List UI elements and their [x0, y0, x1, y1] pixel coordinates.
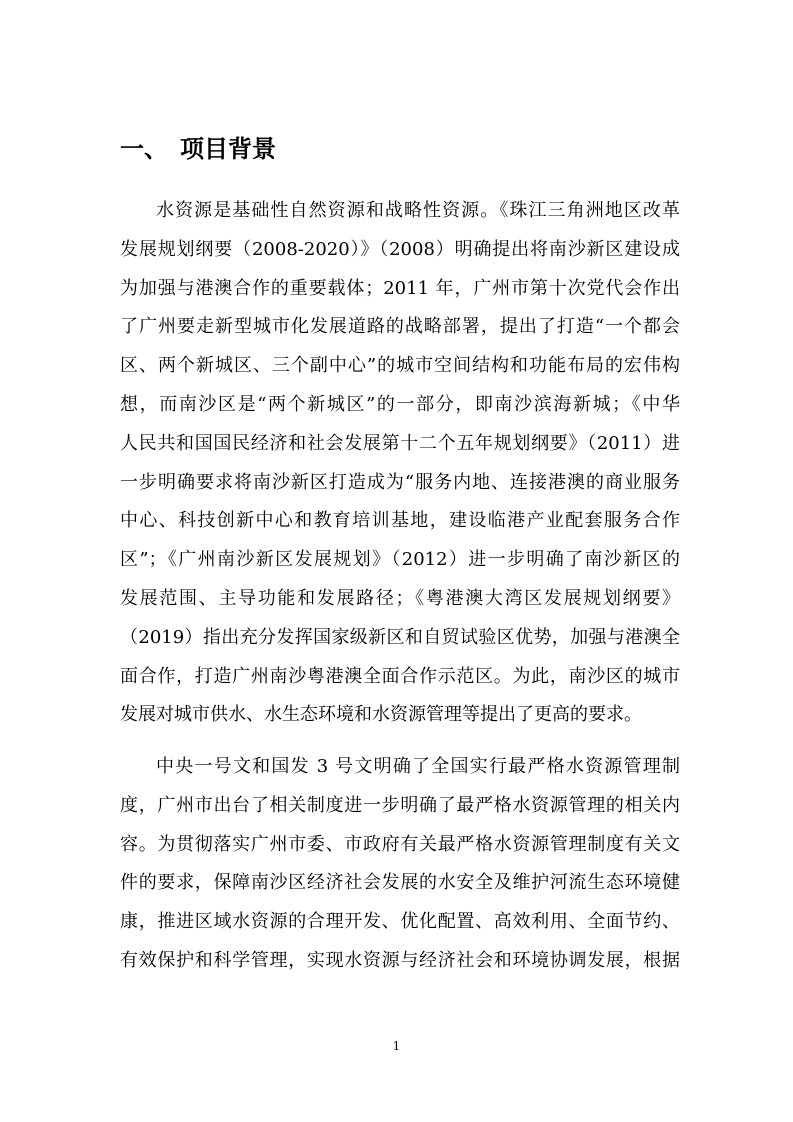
- section-number: 一、: [120, 135, 168, 163]
- paragraph-line: 区”；《广州南沙新区发展规划》（2012）进一步明确了南沙新区的: [120, 549, 680, 571]
- paragraph-line: 水资源是基础性自然资源和战略性资源。《珠江三角洲地区改革: [156, 200, 680, 221]
- body-paragraph-2: [120, 748, 680, 981]
- paragraph-line: 想，而南沙区是“两个新城区”的一部分，即南沙滨海新城；《中华: [120, 393, 680, 415]
- paragraph-line: 有效保护和科学管理，实现水资源与经济社会和环境协调发展，根据: [120, 949, 680, 971]
- section-heading: [120, 131, 276, 167]
- paragraph-line: （2019）指出充分发挥国家级新区和自贸试验区优势，加强与港澳全: [120, 626, 680, 648]
- paragraph-line: 中心、科技创新中心和教育培训基地，建设临港产业配套服务合作: [120, 510, 680, 532]
- paragraph-line: 容。为贯彻落实广州市委、市政府有关最严格水资源管理制度有关文: [120, 833, 680, 855]
- body-paragraph-1: [120, 192, 680, 735]
- paragraph-line: 发展对城市供水、水生态环境和水资源管理等提出了更高的要求。: [120, 704, 642, 726]
- paragraph-line: 发展规划纲要（2008-2020）》（2008）明确提出将南沙新区建设成: [120, 238, 680, 260]
- paragraph-line: 区、两个新城区、三个副中心”的城市空间结构和功能布局的宏伟构: [120, 355, 680, 377]
- paragraph-line: 一步明确要求将南沙新区打造成为“服务内地、连接港澳的商业服务: [120, 471, 680, 493]
- paragraph-line: 中央一号文和国发 3 号文明确了全国实行最严格水资源管理制: [156, 756, 680, 777]
- paragraph-line: 发展范围、主导功能和发展路径；《粤港澳大湾区发展规划纲要》: [120, 587, 680, 609]
- section-title: 项目背景: [180, 135, 276, 163]
- paragraph-line: 了广州要走新型城市化发展道路的战略部署，提出了打造“一个都会: [120, 316, 680, 338]
- paragraph-line: 人民共和国国民经济和社会发展第十二个五年规划纲要》（2011）进: [120, 432, 680, 454]
- paragraph-line: 面合作，打造广州南沙粤港澳全面合作示范区。为此，南沙区的城市: [120, 665, 680, 687]
- paragraph-line: 为加强与港澳合作的重要载体；2011 年，广州市第十次党代会作出: [120, 277, 680, 299]
- page-number: 1: [392, 1039, 401, 1053]
- paragraph-line: 康，推进区域水资源的合理开发、优化配置、高效利用、全面节约、: [120, 911, 680, 933]
- paragraph-line: 件的要求，保障南沙区经济社会发展的水安全及维护河流生态环境健: [120, 872, 680, 894]
- paragraph-line: 度，广州市出台了相关制度进一步明确了最严格水资源管理的相关内: [120, 794, 680, 816]
